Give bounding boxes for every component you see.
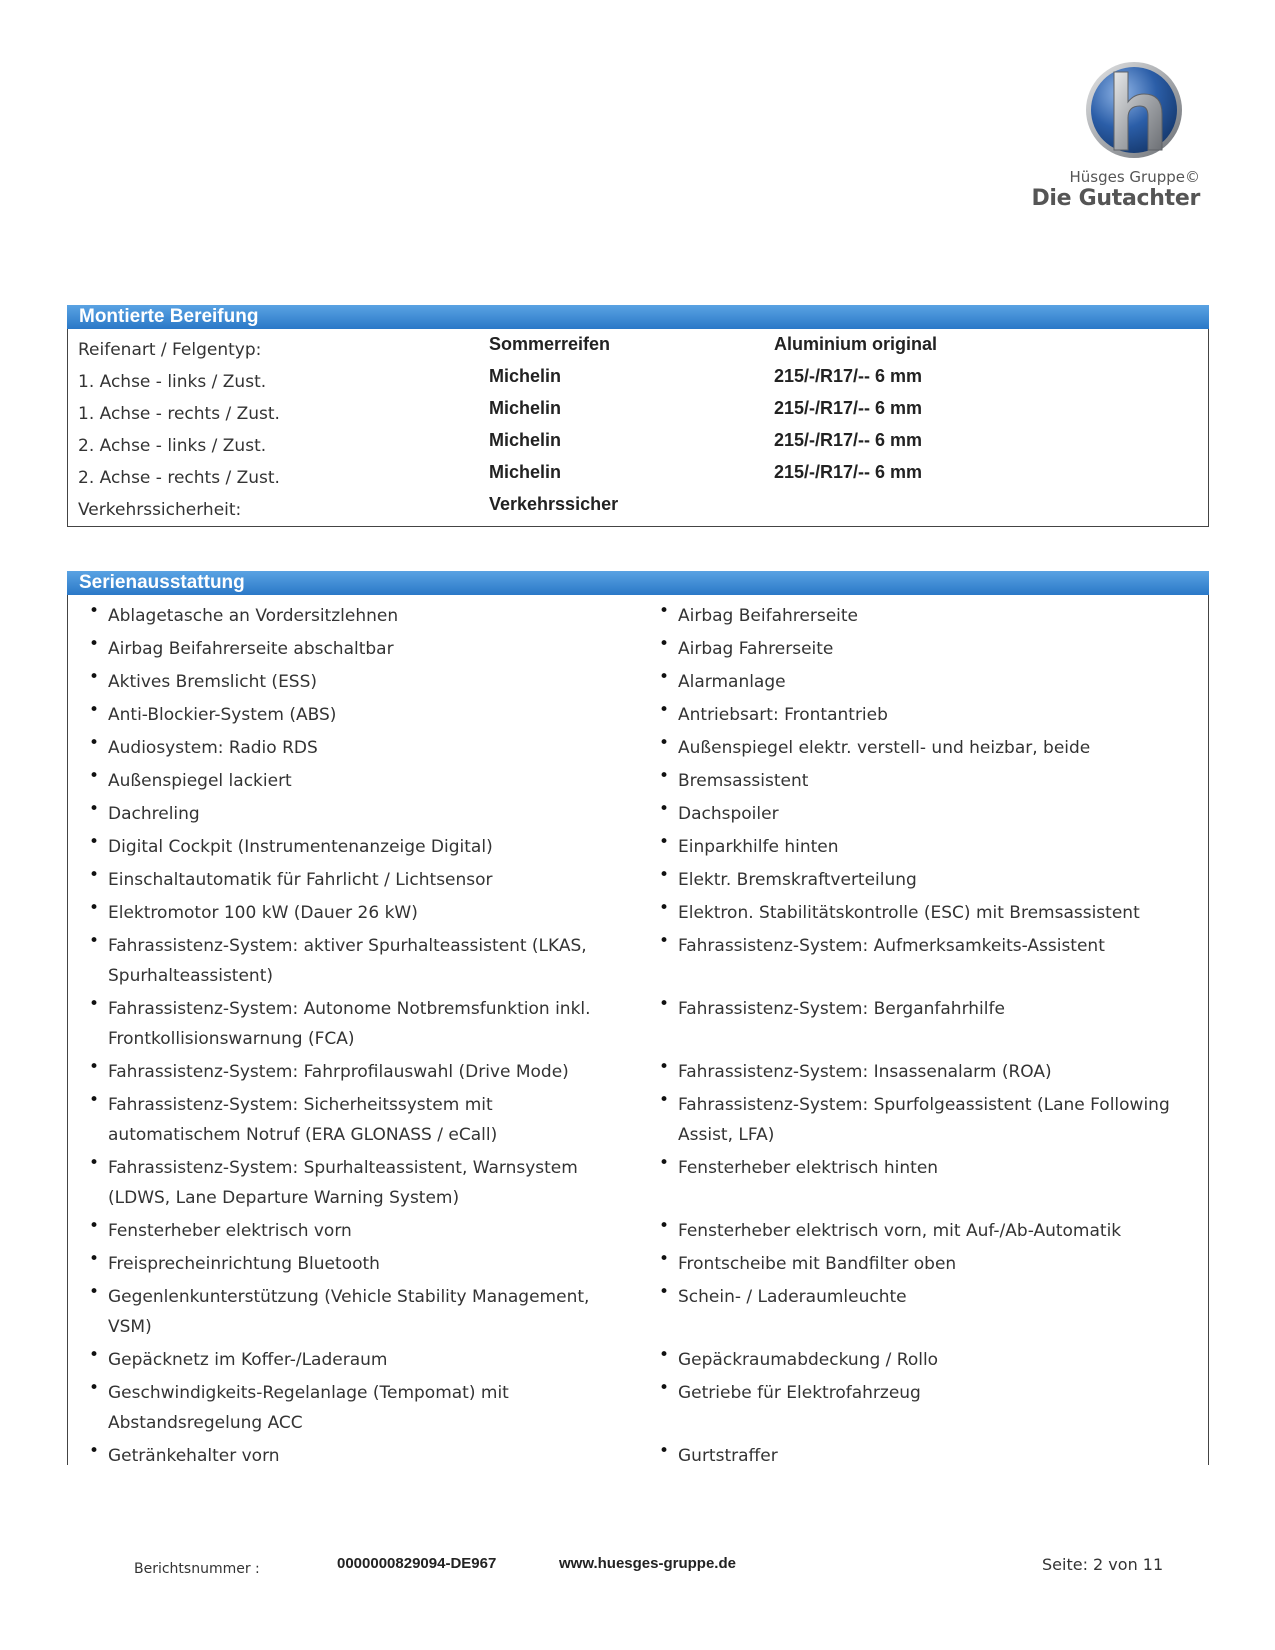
tire-row-value: 215/-/R17/-- 6 mm — [774, 462, 923, 482]
logo-group-name: Hüsges Gruppe© — [1069, 168, 1200, 186]
equipment-item-label: Getränkehalter vorn — [108, 1446, 280, 1466]
equipment-item — [638, 766, 1198, 799]
equipment-item — [638, 1153, 1198, 1216]
tire-row-brand: Verkehrssicher — [489, 494, 619, 514]
bullet-icon: • — [89, 634, 100, 654]
bullet-icon: • — [89, 799, 100, 819]
equipment-item-label: Fahrassistenz-System: Autonome Notbremsfunktion inkl. Frontkollisionswarnung (FCA) — [108, 999, 591, 1049]
bullet-icon: • — [89, 700, 100, 720]
bullet-icon: • — [659, 865, 670, 885]
bullet-icon: • — [89, 733, 100, 753]
equipment-item-label: Fensterheber elektrisch hinten — [678, 1158, 939, 1178]
logo-tagline: Die Gutachter — [1031, 186, 1200, 211]
equipment-item-label: Bremsassistent — [678, 771, 809, 791]
equipment-item-label: Dachspoiler — [678, 804, 779, 824]
equipment-section — [67, 571, 1209, 1465]
equipment-item-label: Außenspiegel lackiert — [108, 771, 292, 791]
equipment-item — [68, 634, 638, 667]
tire-row-brand: Michelin — [489, 366, 562, 386]
tires-table — [67, 329, 1209, 527]
tire-row-brand: Michelin — [489, 462, 562, 482]
bullet-icon: • — [659, 799, 670, 819]
equipment-item — [68, 1249, 638, 1282]
equipment-item-label: Fahrassistenz-System: Fahrprofilauswahl (Drive Mode) — [108, 1062, 569, 1082]
equipment-item-label: Elektromotor 100 kW (Dauer 26 kW) — [108, 903, 418, 923]
bullet-icon: • — [659, 766, 670, 786]
equipment-item — [68, 898, 638, 931]
company-logo — [1031, 58, 1210, 218]
equipment-item — [68, 931, 638, 994]
logo-emblem-icon — [1082, 58, 1192, 168]
equipment-item-label: Geschwindigkeits-Regelanlage (Tempomat) mit Abstandsregelung ACC — [108, 1383, 509, 1433]
equipment-item-label: Gegenlenkunterstützung (Vehicle Stability Management, VSM) — [108, 1287, 590, 1337]
bullet-icon: • — [89, 1153, 100, 1173]
tire-row-value: Aluminium original — [774, 334, 938, 354]
equipment-item-label: Airbag Fahrerseite — [678, 639, 834, 659]
tire-row-label: Reifenart / Felgentyp: — [78, 340, 262, 360]
tire-row-brand: Michelin — [489, 398, 562, 418]
equipment-item — [68, 1090, 638, 1153]
equipment-item-label: Dachreling — [108, 804, 200, 824]
bullet-icon: • — [89, 1057, 100, 1077]
tire-row-label: 2. Achse - links / Zust. — [78, 436, 267, 456]
equipment-item-label: Fahrassistenz-System: Spurhalteassistent, Warnsystem (LDWS, Lane Departure Warning System) — [108, 1158, 578, 1208]
equipment-item-label: Getriebe für Elektrofahrzeug — [678, 1383, 921, 1403]
equipment-item — [638, 667, 1198, 700]
tire-row-label: 2. Achse - rechts / Zust. — [78, 468, 280, 488]
equipment-item — [638, 700, 1198, 733]
equipment-item — [68, 1345, 638, 1378]
equipment-item — [638, 994, 1198, 1057]
equipment-item — [68, 832, 638, 865]
equipment-item-label: Fahrassistenz-System: Sicherheitssystem mit automatischem Notruf (ERA GLONASS / eCall) — [108, 1095, 498, 1145]
bullet-icon: • — [659, 832, 670, 852]
equipment-item-label: Fensterheber elektrisch vorn — [108, 1221, 352, 1241]
bullet-icon: • — [89, 898, 100, 918]
bullet-icon: • — [89, 865, 100, 885]
bullet-icon: • — [659, 1090, 670, 1110]
equipment-item-label: Gepäckraumabdeckung / Rollo — [678, 1350, 939, 1370]
tires-section — [67, 305, 1209, 527]
report-number-label: Berichtsnummer : — [134, 1561, 260, 1577]
equipment-item-label: Airbag Beifahrerseite abschaltbar — [108, 639, 394, 659]
equipment-item — [68, 1378, 638, 1441]
equipment-item — [638, 601, 1198, 634]
equipment-item-label: Gurtstraffer — [678, 1446, 778, 1466]
bullet-icon: • — [89, 1249, 100, 1269]
equipment-item — [68, 1282, 638, 1345]
bullet-icon: • — [89, 1282, 100, 1302]
equipment-item — [638, 832, 1198, 865]
equipment-item — [68, 601, 638, 634]
report-number: 0000000829094-DE967 — [337, 1555, 497, 1572]
bullet-icon: • — [89, 1378, 100, 1398]
equipment-item — [638, 1378, 1198, 1441]
tire-row — [68, 331, 1208, 363]
bullet-icon: • — [89, 1345, 100, 1365]
equipment-item — [68, 1216, 638, 1249]
bullet-icon: • — [659, 1441, 670, 1461]
tire-row-label: 1. Achse - rechts / Zust. — [78, 404, 280, 424]
equipment-item-label: Elektron. Stabilitätskontrolle (ESC) mit Bremsassistent — [678, 903, 1140, 923]
equipment-item — [68, 1153, 638, 1216]
bullet-icon: • — [659, 994, 670, 1014]
equipment-item-label: Elektr. Bremskraftverteilung — [678, 870, 917, 890]
bullet-icon: • — [89, 931, 100, 951]
equipment-item-label: Außenspiegel elektr. verstell- und heizbar, beide — [678, 738, 1091, 758]
bullet-icon: • — [89, 832, 100, 852]
equipment-list — [68, 601, 1208, 1474]
equipment-item-label: Audiosystem: Radio RDS — [108, 738, 318, 758]
tire-row-value: 215/-/R17/-- 6 mm — [774, 430, 923, 450]
equipment-item — [638, 1345, 1198, 1378]
tire-row — [68, 459, 1208, 491]
tire-row-label: 1. Achse - links / Zust. — [78, 372, 267, 392]
bullet-icon: • — [89, 1090, 100, 1110]
bullet-icon: • — [659, 1057, 670, 1077]
equipment-item — [638, 733, 1198, 766]
equipment-list-box — [67, 595, 1209, 1465]
equipment-item-label: Digital Cockpit (Instrumentenanzeige Digital) — [108, 837, 493, 857]
equipment-item — [68, 799, 638, 832]
equipment-item — [638, 931, 1198, 994]
bullet-icon: • — [659, 1282, 670, 1302]
bullet-icon: • — [89, 1216, 100, 1236]
equipment-item-label: Fahrassistenz-System: Berganfahrhilfe — [678, 999, 1005, 1019]
tire-row-label: Verkehrssicherheit: — [78, 500, 242, 520]
equipment-item — [68, 700, 638, 733]
equipment-item — [638, 1057, 1198, 1090]
equipment-item-label: Aktives Bremslicht (ESS) — [108, 672, 318, 692]
equipment-item-label: Einparkhilfe hinten — [678, 837, 839, 857]
equipment-section-title: Serienausstattung — [67, 571, 1209, 595]
equipment-item-label: Fahrassistenz-System: Aufmerksamkeits-Assistent — [678, 936, 1105, 956]
equipment-item-label: Einschaltautomatik für Fahrlicht / Lichtsensor — [108, 870, 493, 890]
equipment-item-label: Schein- / Laderaumleuchte — [678, 1287, 907, 1307]
equipment-item-label: Gepäcknetz im Koffer-/Laderaum — [108, 1350, 388, 1370]
tire-row-value: 215/-/R17/-- 6 mm — [774, 366, 923, 386]
bullet-icon: • — [659, 601, 670, 621]
equipment-item — [68, 865, 638, 898]
equipment-item — [638, 1216, 1198, 1249]
tire-row — [68, 395, 1208, 427]
equipment-item — [638, 1282, 1198, 1345]
equipment-item-label: Antriebsart: Frontantrieb — [678, 705, 888, 725]
equipment-item — [638, 1249, 1198, 1282]
equipment-item-label: Airbag Beifahrerseite — [678, 606, 858, 626]
equipment-item — [68, 766, 638, 799]
bullet-icon: • — [659, 667, 670, 687]
equipment-item — [638, 1441, 1198, 1474]
bullet-icon: • — [659, 1378, 670, 1398]
equipment-item — [638, 865, 1198, 898]
equipment-item-label: Ablagetasche an Vordersitzlehnen — [108, 606, 399, 626]
page-number: Seite: 2 von 11 — [1042, 1555, 1164, 1574]
bullet-icon: • — [659, 634, 670, 654]
equipment-item-label: Fensterheber elektrisch vorn, mit Auf-/Ab-Automatik — [678, 1221, 1122, 1241]
equipment-item — [68, 667, 638, 700]
equipment-item-label: Fahrassistenz-System: Spurfolgeassistent (Lane Following Assist, LFA) — [678, 1095, 1170, 1145]
equipment-item-label: Frontscheibe mit Bandfilter oben — [678, 1254, 957, 1274]
bullet-icon: • — [89, 766, 100, 786]
bullet-icon: • — [659, 1153, 670, 1173]
equipment-item — [68, 1057, 638, 1090]
bullet-icon: • — [659, 733, 670, 753]
website-link[interactable]: www.huesges-gruppe.de — [559, 1555, 736, 1572]
bullet-icon: • — [89, 667, 100, 687]
bullet-icon: • — [659, 700, 670, 720]
equipment-item — [68, 994, 638, 1057]
tire-row-value: 215/-/R17/-- 6 mm — [774, 398, 923, 418]
bullet-icon: • — [659, 1249, 670, 1269]
bullet-icon: • — [89, 601, 100, 621]
bullet-icon: • — [659, 931, 670, 951]
bullet-icon: • — [659, 1345, 670, 1365]
tire-row-brand: Michelin — [489, 430, 562, 450]
page-footer — [0, 1555, 1275, 1585]
equipment-item — [638, 898, 1198, 931]
equipment-item-label: Fahrassistenz-System: aktiver Spurhalteassistent (LKAS, Spurhalteassistent) — [108, 936, 587, 986]
tire-row-brand: Sommerreifen — [489, 334, 611, 354]
equipment-item-label: Anti-Blockier-System (ABS) — [108, 705, 337, 725]
bullet-icon: • — [659, 898, 670, 918]
equipment-item — [68, 1441, 638, 1474]
equipment-item-label: Freisprecheinrichtung Bluetooth — [108, 1254, 380, 1274]
bullet-icon: • — [659, 1216, 670, 1236]
equipment-item — [68, 733, 638, 766]
equipment-item — [638, 799, 1198, 832]
tire-row — [68, 491, 1208, 523]
bullet-icon: • — [89, 994, 100, 1014]
equipment-item — [638, 1090, 1198, 1153]
tire-row — [68, 427, 1208, 459]
equipment-item-label: Fahrassistenz-System: Insassenalarm (ROA) — [678, 1062, 1052, 1082]
equipment-item — [638, 634, 1198, 667]
tire-row — [68, 363, 1208, 395]
tires-section-title: Montierte Bereifung — [67, 305, 1209, 329]
equipment-item-label: Alarmanlage — [678, 672, 786, 692]
bullet-icon: • — [89, 1441, 100, 1461]
